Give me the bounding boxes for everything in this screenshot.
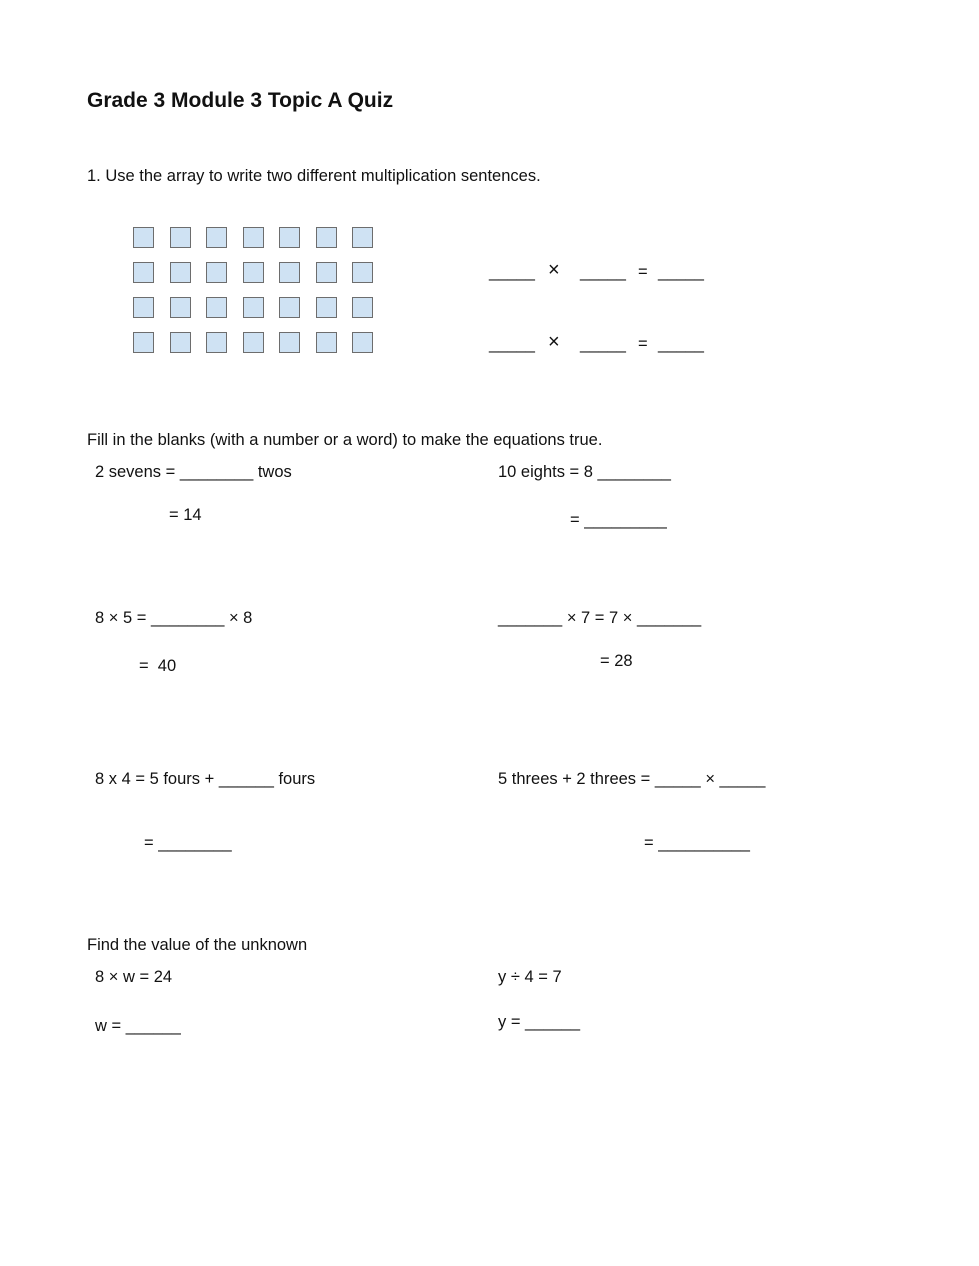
sentence-1-blank-a[interactable]: _____ [489, 263, 535, 281]
array-grid [133, 227, 389, 367]
problem-line: 8 × 5 = ________ × 8 [95, 609, 253, 627]
equals-symbol: = [638, 335, 648, 353]
array-square [316, 332, 337, 353]
array-square [243, 227, 264, 248]
unknown-instruction: Find the value of the unknown [87, 936, 308, 954]
array-square [206, 262, 227, 283]
fill-blanks-instruction: Fill in the blanks (with a number or a word) to make the equations true. [87, 431, 603, 449]
problem-line: = 28 [600, 652, 633, 670]
array-square [133, 332, 154, 353]
problem-line: = _________ [570, 511, 667, 529]
array-row [133, 227, 389, 249]
array-row [133, 262, 389, 284]
array-square [206, 332, 227, 353]
problem-line: y = ______ [498, 1013, 581, 1031]
sentence-2-blank-a[interactable]: _____ [489, 335, 535, 353]
problem-line: 8 × w = 24 [95, 968, 173, 986]
array-square [206, 297, 227, 318]
array-square [133, 262, 154, 283]
problem-line: 10 eights = 8 ________ [498, 463, 671, 481]
problem-line: 5 threes + 2 threes = _____ × _____ [498, 770, 766, 788]
array-row [133, 332, 389, 354]
times-symbol: × [548, 259, 560, 281]
array-square [133, 227, 154, 248]
problem-line: = __________ [644, 834, 750, 852]
times-symbol: × [548, 331, 560, 353]
problem-line: = 40 [139, 657, 177, 675]
problem-line: w = ______ [95, 1017, 181, 1035]
array-square [170, 227, 191, 248]
array-square [243, 297, 264, 318]
array-square [279, 262, 300, 283]
array-square [170, 297, 191, 318]
problem-line: 2 sevens = ________ twos [95, 463, 292, 481]
array-square [316, 297, 337, 318]
array-square [352, 332, 373, 353]
problem-line: = 14 [169, 506, 202, 524]
array-square [316, 262, 337, 283]
sentence-2-blank-c[interactable]: _____ [658, 335, 704, 353]
sentence-1-blank-c[interactable]: _____ [658, 263, 704, 281]
page-title: Grade 3 Module 3 Topic A Quiz [87, 89, 394, 112]
problem-line: 8 x 4 = 5 fours + ______ fours [95, 770, 316, 788]
array-square [279, 227, 300, 248]
equals-symbol: = [638, 263, 648, 281]
array-square [170, 262, 191, 283]
array-square [206, 227, 227, 248]
array-square [170, 332, 191, 353]
sentence-1-blank-b[interactable]: _____ [580, 263, 626, 281]
sentence-2-blank-b[interactable]: _____ [580, 335, 626, 353]
problem-line: = ________ [144, 834, 232, 852]
problem-line: y ÷ 4 = 7 [498, 968, 562, 986]
question-1-prompt: 1. Use the array to write two different multiplication sentences. [87, 167, 541, 185]
array-square [352, 297, 373, 318]
array-square [352, 227, 373, 248]
array-square [352, 262, 373, 283]
array-square [243, 262, 264, 283]
array-square [279, 332, 300, 353]
array-square [316, 227, 337, 248]
array-row [133, 297, 389, 319]
array-square [279, 297, 300, 318]
array-square [133, 297, 154, 318]
problem-line: _______ × 7 = 7 × _______ [498, 609, 702, 627]
array-square [243, 332, 264, 353]
